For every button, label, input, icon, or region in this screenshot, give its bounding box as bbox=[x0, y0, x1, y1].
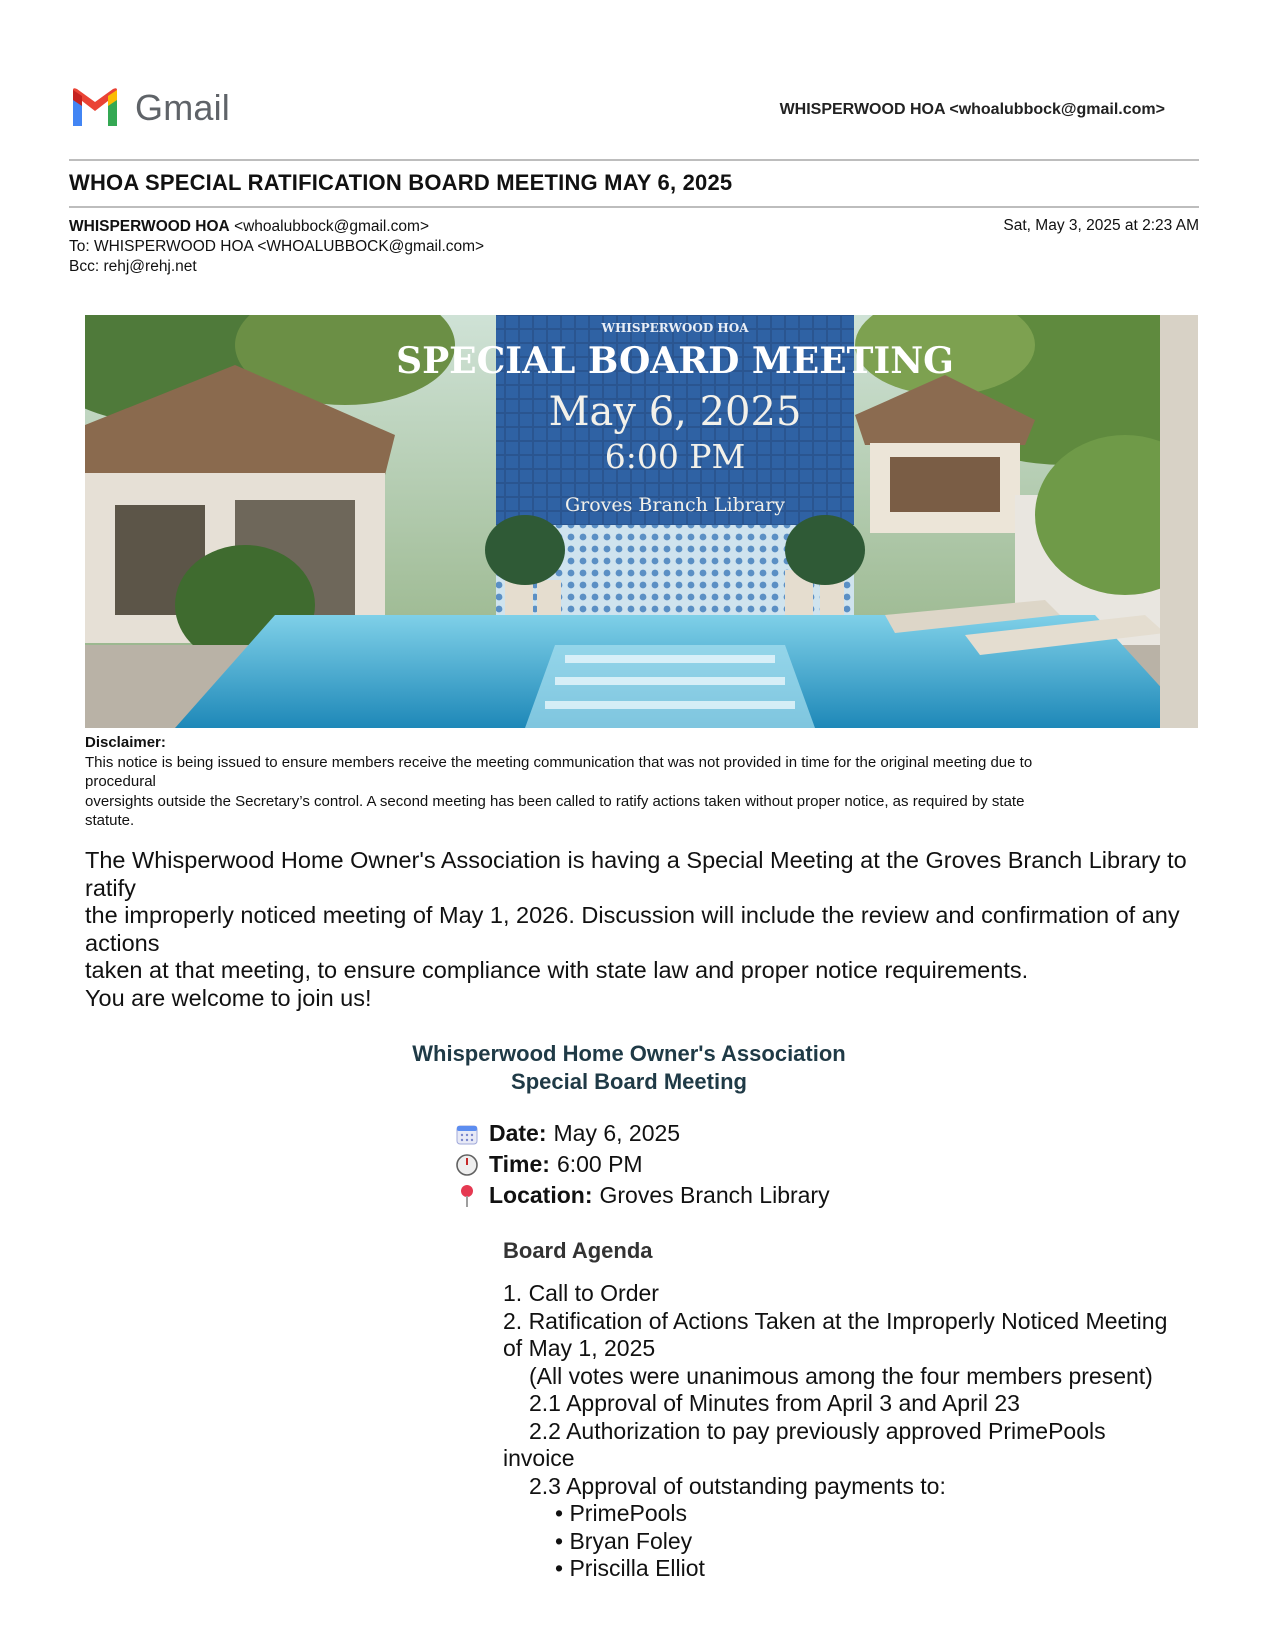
banner-venue-text: Groves Branch Library bbox=[564, 494, 786, 516]
email-date: Sat, May 3, 2025 at 2:23 AM bbox=[1003, 217, 1199, 234]
banner-org-text: WHISPERWOOD HOA bbox=[601, 321, 749, 335]
body-line: ratify bbox=[85, 874, 136, 901]
gmail-m-icon bbox=[69, 88, 121, 128]
location-label: Location: bbox=[489, 1182, 593, 1208]
body-line: actions bbox=[85, 929, 160, 956]
clock-icon bbox=[455, 1153, 479, 1177]
meeting-title: Special Board Meeting bbox=[511, 1069, 747, 1094]
agenda-item: • Bryan Foley bbox=[555, 1527, 693, 1554]
sender-name: WHISPERWOOD HOA bbox=[69, 218, 230, 235]
date-value: May 6, 2025 bbox=[553, 1120, 681, 1146]
time-label: Time: bbox=[489, 1151, 550, 1177]
gmail-logo bbox=[69, 86, 230, 130]
sender-address: <whoalubbock@gmail.com> bbox=[234, 218, 430, 235]
agenda-item: 2.3 Approval of outstanding payments to: bbox=[529, 1472, 946, 1499]
disclaimer-line: oversights outside the Secretary’s control. A second meeting has been called to ratify actions taken without proper notice, as required by state bbox=[85, 792, 1025, 810]
time-value: 6:00 PM bbox=[556, 1151, 643, 1177]
body-line: You are welcome to join us! bbox=[85, 984, 372, 1011]
email-body bbox=[85, 847, 1215, 1012]
account-header: WHISPERWOOD HOA <whoalubbock@gmail.com> bbox=[779, 101, 1165, 118]
agenda-item: 1. Call to Order bbox=[503, 1280, 659, 1306]
agenda-item: invoice bbox=[503, 1445, 575, 1471]
org-title: Whisperwood Home Owner's Association bbox=[412, 1041, 846, 1066]
agenda-item: 2.1 Approval of Minutes from April 3 and April 23 bbox=[529, 1390, 1020, 1416]
divider bbox=[69, 159, 1199, 161]
calendar-icon bbox=[455, 1122, 479, 1146]
disclaimer-line: This notice is being issued to ensure members receive the meeting communication that was not provided in time for the original meeting due to bbox=[85, 753, 1033, 771]
recipient-line: To: WHISPERWOOD HOA <WHOALUBBOCK@gmail.com> bbox=[69, 238, 485, 255]
body-line: taken at that meeting, to ensure compliance with state law and proper notice requirements. bbox=[85, 957, 1029, 983]
location-value: Groves Branch Library bbox=[599, 1182, 830, 1208]
agenda-item: 2. Ratification of Actions Taken at the Improperly Noticed Meeting bbox=[503, 1307, 1168, 1334]
body-line: The Whisperwood Home Owner's Association is having a Special Meeting at the Groves Branch Library to bbox=[85, 847, 1187, 873]
time-row bbox=[455, 1151, 643, 1178]
banner-title-text: SPECIAL BOARD MEETING bbox=[396, 340, 954, 382]
disclaimer-line: procedural bbox=[85, 773, 156, 790]
agenda-item: • PrimePools bbox=[555, 1500, 688, 1526]
body-line: the improperly noticed meeting of May 1, 2026. Discussion will include the review and confirmation of any bbox=[85, 902, 1180, 928]
agenda-item: of May 1, 2025 bbox=[503, 1335, 656, 1361]
disclaimer-heading: Disclaimer: bbox=[85, 734, 166, 751]
agenda-item: (All votes were unanimous among the four members present) bbox=[529, 1362, 1153, 1389]
agenda-item: • Priscilla Elliot bbox=[555, 1555, 705, 1581]
gmail-wordmark: Gmail bbox=[135, 87, 231, 128]
disclaimer-line: statute. bbox=[85, 812, 135, 829]
agenda-item: 2.2 Authorization to pay previously approved PrimePools bbox=[529, 1417, 1106, 1444]
date-label: Date: bbox=[489, 1120, 547, 1146]
sender-line bbox=[69, 217, 484, 237]
agenda-heading: Board Agenda bbox=[503, 1238, 653, 1263]
location-row bbox=[455, 1182, 830, 1209]
meeting-banner-image bbox=[85, 315, 1198, 728]
pushpin-icon bbox=[455, 1184, 479, 1208]
email-subject: WHOA SPECIAL RATIFICATION BOARD MEETING MAY 6, 2025 bbox=[69, 170, 733, 195]
banner-time-text: 6:00 PM bbox=[604, 437, 746, 476]
disclaimer-block bbox=[85, 733, 1205, 831]
bcc-line: Bcc: rehj@rehj.net bbox=[69, 258, 197, 275]
email-meta bbox=[69, 217, 484, 277]
banner-date-text: May 6, 2025 bbox=[548, 389, 802, 435]
agenda-list bbox=[503, 1280, 1203, 1583]
date-row bbox=[455, 1120, 680, 1147]
meeting-heading bbox=[0, 1040, 1258, 1096]
divider bbox=[69, 206, 1199, 208]
